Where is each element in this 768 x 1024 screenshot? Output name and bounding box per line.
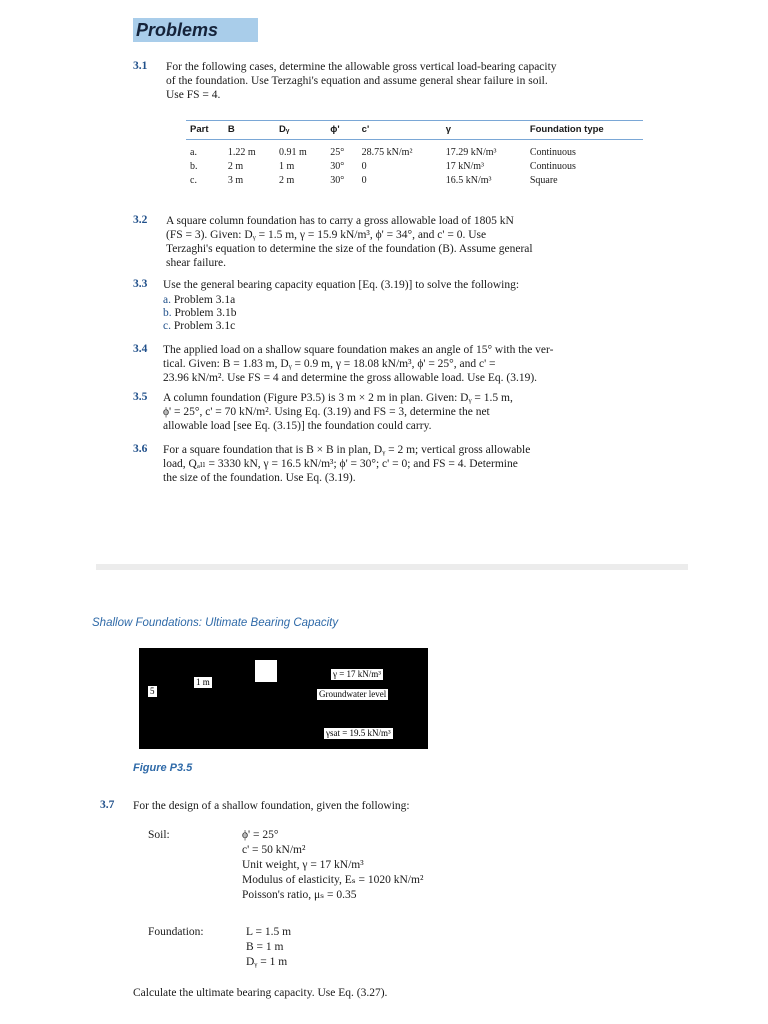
- groundwater-label: Groundwater level: [316, 688, 389, 701]
- table-cell: a.: [190, 147, 197, 158]
- table-cell: 25°: [330, 147, 345, 158]
- problem-3-1-text: [166, 60, 644, 102]
- foundation-label: Foundation:: [148, 926, 204, 938]
- problem-3-7-closing: Calculate the ultimate bearing capacity. Use Eq. (3.27).: [133, 987, 388, 999]
- problem-line: allowable load [see Eq. (3.15)] the foundation could carry.: [163, 420, 432, 432]
- problem-3-6-number: 3.6: [133, 443, 148, 455]
- item-letter: a.: [163, 294, 171, 306]
- gamma-label: γ = 17 kN/m³: [333, 669, 382, 679]
- soil-line: Modulus of elasticity, Eₛ = 1020 kN/m²: [242, 874, 424, 886]
- figure-p3-5: [139, 648, 428, 749]
- soil-label: Soil:: [148, 829, 170, 841]
- problem-3-2-number: 3.2: [133, 214, 148, 226]
- problem-line: Use FS = 4.: [166, 89, 221, 101]
- foundation-line: L = 1.5 m: [246, 926, 292, 938]
- table-cell: 16.5 kN/m³: [445, 175, 492, 186]
- table-cell: Continuous: [529, 147, 576, 158]
- problem-line: For a square foundation that is B × B in plan, Dᵧ = 2 m; vertical gross allowable: [163, 444, 531, 456]
- list-item: [163, 294, 236, 307]
- item-text: Problem 3.1c: [173, 320, 236, 332]
- table-cell: b.: [190, 161, 198, 172]
- problem-line: shear failure.: [166, 257, 227, 269]
- problem-line: A square column foundation has to carry a gross allowable load of 1805 kN: [166, 215, 514, 227]
- section-title: Problems: [133, 18, 258, 42]
- table-cell: 0.91 m: [279, 147, 307, 158]
- problem-3-3-text: Use the general bearing capacity equation [Eq. (3.19)] to solve the following:: [163, 279, 520, 291]
- problem-line: of the foundation. Use Terzaghi's equation and assume general shear failure in soil.: [166, 75, 548, 87]
- foundation-line: Dᵧ = 1 m: [246, 956, 288, 968]
- problem-line: For the following cases, determine the allowable gross vertical load-bearing capacity: [166, 61, 557, 73]
- col-gamma: γ: [442, 121, 526, 140]
- problem-line: the size of the foundation. Use Eq. (3.19).: [163, 472, 356, 484]
- table-cell: 30°: [330, 175, 345, 186]
- item-letter: b.: [163, 307, 172, 319]
- problem-3-5-text: [163, 391, 644, 433]
- table-cell: Continuous: [529, 161, 576, 172]
- problem-line: A column foundation (Figure P3.5) is 3 m × 2 m in plan. Given: Dᵧ = 1.5 m,: [163, 392, 513, 404]
- item-letter: c.: [163, 320, 171, 332]
- table-cell: 17.29 kN/m³: [445, 147, 497, 158]
- table-header-row: [186, 121, 643, 140]
- list-item: [163, 307, 236, 320]
- table-cell: 17 kN/m³: [445, 161, 485, 172]
- problem-line: The applied load on a shallow square foundation makes an angle of 15° with the ver-: [163, 344, 554, 356]
- col-phi: ϕ': [326, 121, 357, 140]
- problem-3-1-table: [186, 120, 643, 188]
- soil-line: Unit weight, γ = 17 kN/m³: [242, 859, 364, 871]
- problem-3-4-number: 3.4: [133, 343, 148, 355]
- problem-3-7-intro: For the design of a shallow foundation, given the following:: [133, 800, 410, 812]
- gamma-sat-label: γsat = 19.5 kN/m³: [326, 728, 391, 738]
- running-head: Shallow Foundations: Ultimate Bearing Capacity: [92, 617, 339, 629]
- problem-line: load, Qₐₗₗ = 3330 kN, γ = 16.5 kN/m³; ϕ' = 30°; c' = 0; and FS = 4. Determine: [163, 458, 518, 470]
- soil-line: c' = 50 kN/m²: [242, 844, 306, 856]
- col-part: Part: [186, 121, 224, 140]
- table-cell: c.: [190, 175, 197, 186]
- table-row: [186, 160, 643, 174]
- problem-line: (FS = 3). Given: Dᵧ = 1.5 m, γ = 15.9 kN/m³, ϕ' = 34°, and c' = 0. Use: [166, 229, 487, 241]
- page-separator: [96, 564, 688, 570]
- problem-line: ϕ' = 25°, c' = 70 kN/m². Using Eq. (3.19) and FS = 3, determine the net: [163, 406, 490, 418]
- soil-line: ϕ' = 25°: [242, 829, 279, 841]
- side-label: 5: [150, 686, 155, 696]
- table-cell: 2 m: [279, 175, 295, 186]
- figure-caption: Figure P3.5: [133, 762, 193, 774]
- problem-3-3-number: 3.3: [133, 278, 148, 290]
- soil-properties: [242, 828, 423, 903]
- problem-line: 23.96 kN/m². Use FS = 4 and determine the gross allowable load. Use Eq. (3.19).: [163, 372, 538, 384]
- column-foundation-shape: [255, 660, 277, 682]
- problem-3-1-number: 3.1: [133, 60, 148, 72]
- table-cell: 28.75 kN/m²: [361, 147, 413, 158]
- problem-3-5-number: 3.5: [133, 391, 148, 403]
- problem-3-4-text: [163, 343, 644, 385]
- problem-3-3-items: [163, 294, 236, 333]
- soil-line: Poisson's ratio, μₛ = 0.35: [242, 889, 357, 901]
- table-cell: 3 m: [227, 175, 244, 186]
- list-item: [163, 320, 236, 333]
- table-row: [186, 146, 643, 160]
- table-cell: 2 m: [227, 161, 244, 172]
- col-df: Dᵧ: [275, 121, 326, 140]
- problem-3-7-number: 3.7: [100, 799, 115, 811]
- problem-3-6-text: [163, 443, 644, 485]
- problem-line: tical. Given: B = 1.83 m, Dᵧ = 0.9 m, γ = 18.08 kN/m³, ϕ' = 25°, and c' =: [163, 358, 496, 370]
- table-cell: 0: [361, 175, 367, 186]
- foundation-properties: [246, 925, 291, 970]
- col-c: c': [358, 121, 442, 140]
- col-foundation-type: Foundation type: [526, 121, 643, 140]
- table-cell: 1 m: [279, 161, 295, 172]
- col-b: B: [224, 121, 275, 140]
- foundation-line: B = 1 m: [246, 941, 284, 953]
- problem-3-2-text: [166, 214, 644, 270]
- table-cell: 1.22 m: [227, 147, 256, 158]
- problem-line: Terzaghi's equation to determine the size of the foundation (B). Assume general: [166, 243, 533, 255]
- depth-label: 1 m: [196, 677, 210, 687]
- item-text: Problem 3.1a: [173, 294, 236, 306]
- table-cell: 0: [361, 161, 367, 172]
- item-text: Problem 3.1b: [174, 307, 237, 319]
- table-cell: 30°: [330, 161, 345, 172]
- table-cell: Square: [529, 175, 558, 186]
- table-row: [186, 174, 643, 188]
